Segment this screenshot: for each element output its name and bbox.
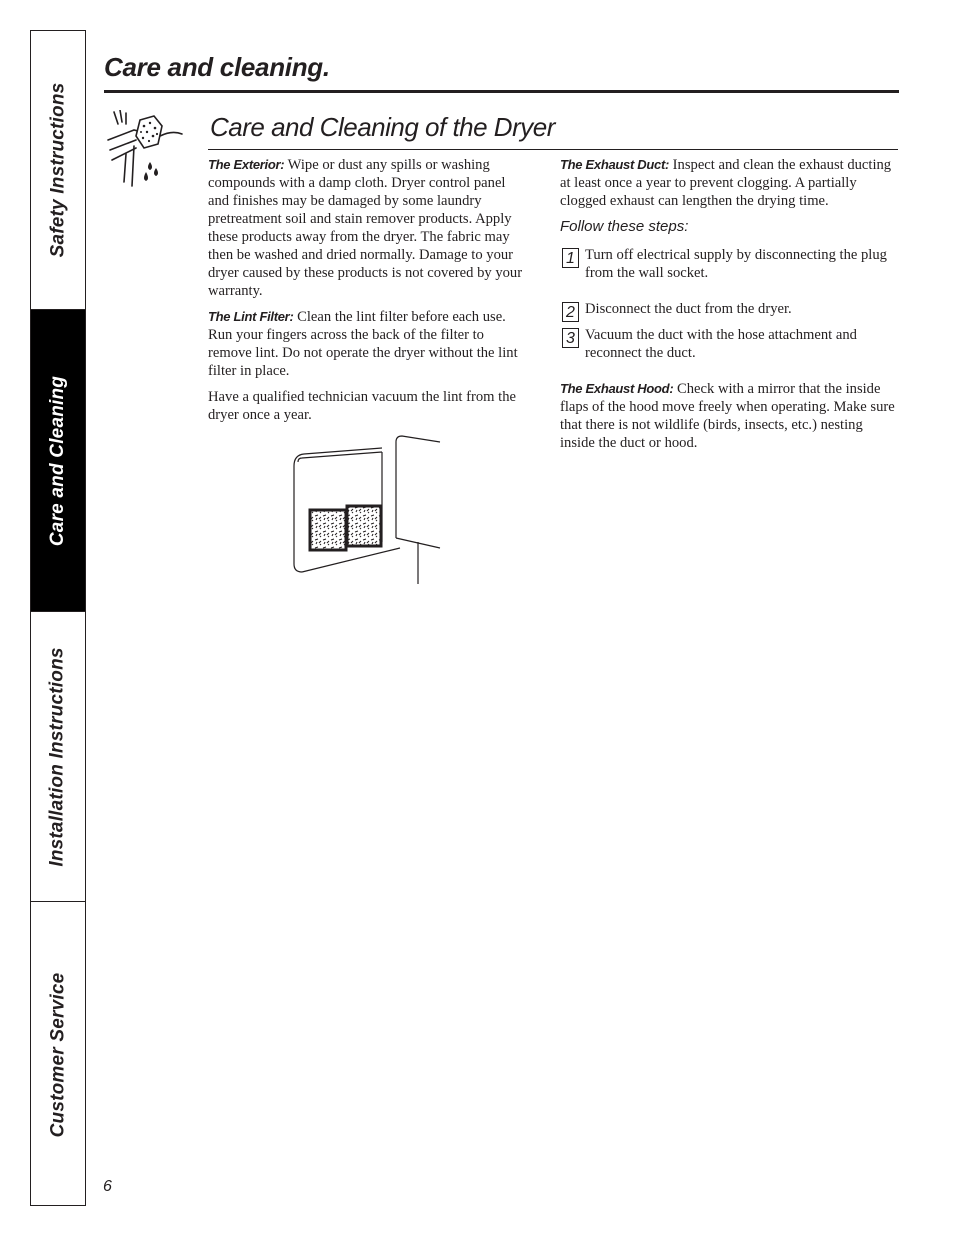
exterior-label: The Exterior: <box>208 157 285 172</box>
lint-filter-text: Clean the lint filter before each use. Run your fingers across the back of the filter to remove lint. Do not operate the dryer without the lint filter in place. <box>208 309 518 379</box>
exhaust-duct-paragraph <box>560 156 896 210</box>
tab-care-and-cleaning[interactable] <box>31 309 85 612</box>
exhaust-duct-text: Inspect and clean the exhaust ducting at least once a year to prevent clogging. A partially clogged exhaust can lengthen the drying time. <box>560 157 892 209</box>
step-item <box>560 300 896 321</box>
header-divider <box>104 90 899 93</box>
step-text: Disconnect the duct from the dryer. <box>585 301 792 317</box>
tab-customer-service[interactable] <box>31 901 85 1208</box>
page-number: 6 <box>103 1178 112 1195</box>
exhaust-hood-text: Check with a mirror that the inside flaps of the hood move freely when operating. Make sure that there is not wildlife (birds, insects, etc.) nesting inside the duct or hood. <box>560 381 895 451</box>
step-number-box: 1 <box>562 248 579 268</box>
tab-label: Safety Instructions <box>47 82 68 258</box>
section-divider <box>208 149 898 150</box>
tab-installation-instructions[interactable] <box>31 611 85 902</box>
tab-label: Customer Service <box>47 972 68 1138</box>
exterior-paragraph <box>208 156 530 300</box>
side-tabs <box>30 30 86 1206</box>
lint-filter-label: The Lint Filter: <box>208 309 294 324</box>
exhaust-hood-label: The Exhaust Hood: <box>560 381 674 396</box>
cleaning-sponge-icon <box>106 110 186 190</box>
left-column <box>208 156 530 432</box>
step-item <box>560 246 896 282</box>
lint-filter-paragraph <box>208 308 530 380</box>
technician-note: Have a qualified technician vacuum the lint from the dryer once a year. <box>208 389 516 423</box>
exterior-text: Wipe or dust any spills or washing compounds with a damp cloth. Dryer control panel and finishes may be damaged by some laundry pretreatment soil and stain remover products. Apply these products away from the dryer. The fabric may then be washed and dried normally. Damage to your dryer caused by these products is not covered by your warranty. <box>208 157 523 299</box>
tab-label: Installation Instructions <box>47 647 68 867</box>
step-text: Vacuum the duct with the hose attachment and reconnect the duct. <box>585 327 857 361</box>
lint-filter-illustration <box>290 434 446 586</box>
tab-label: Care and Cleaning <box>47 375 68 547</box>
section-title: Care and Cleaning of the Dryer <box>210 112 555 142</box>
exhaust-duct-label: The Exhaust Duct: <box>560 157 670 172</box>
step-number-box: 2 <box>562 302 579 322</box>
right-column <box>560 156 896 460</box>
step-item <box>560 326 896 362</box>
exhaust-hood-paragraph <box>560 380 896 452</box>
step-text: Turn off electrical supply by disconnecting the plug from the wall socket. <box>585 247 887 281</box>
page-title: Care and cleaning. <box>104 52 330 82</box>
step-number-box: 3 <box>562 328 579 348</box>
steps-heading: Follow these steps: <box>560 218 689 235</box>
tab-safety-instructions[interactable] <box>31 31 85 309</box>
